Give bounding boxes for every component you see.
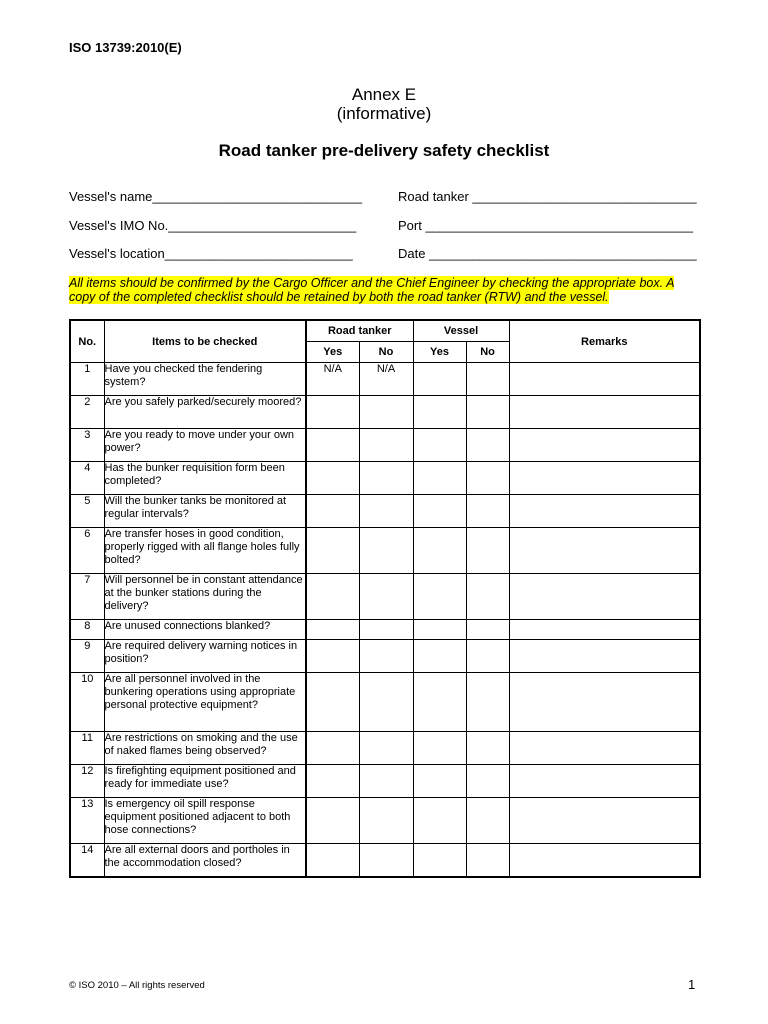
rt-yes-cell[interactable] bbox=[306, 640, 359, 673]
col-header-road-tanker: Road tanker bbox=[306, 320, 413, 342]
remarks-cell[interactable] bbox=[509, 732, 700, 765]
row-number: 5 bbox=[70, 495, 104, 528]
rt-yes-cell[interactable] bbox=[306, 396, 359, 429]
row-number: 12 bbox=[70, 765, 104, 798]
vessel-no-cell[interactable] bbox=[466, 462, 509, 495]
vessel-yes-cell[interactable] bbox=[413, 620, 466, 640]
remarks-cell[interactable] bbox=[509, 574, 700, 620]
rt-no-cell[interactable] bbox=[359, 844, 413, 877]
col-header-rt-yes: Yes bbox=[306, 342, 359, 363]
vessel-no-cell[interactable] bbox=[466, 429, 509, 462]
port-field: Port _____________________________________ bbox=[398, 218, 693, 233]
row-number: 4 bbox=[70, 462, 104, 495]
annex-subtitle: (informative) bbox=[336, 104, 432, 123]
vessel-location-field: Vessel's location__________________________ bbox=[69, 246, 353, 261]
table-row bbox=[70, 673, 700, 732]
table-row bbox=[70, 574, 700, 620]
annex-title: Annex E bbox=[351, 85, 417, 104]
checklist-table bbox=[69, 319, 701, 878]
rt-no-cell[interactable] bbox=[359, 620, 413, 640]
instructions-notice bbox=[69, 276, 701, 304]
checklist-rows bbox=[70, 363, 700, 877]
notice-text: All items should be confirmed by the Cargo Officer and the Chief Engineer by checking the appropriate box. A copy of the completed checklist should be retained by both the road tanker (RTW) and the vessel. bbox=[69, 276, 675, 304]
vessel-no-cell[interactable] bbox=[466, 574, 509, 620]
date-field: Date _____________________________________ bbox=[398, 246, 697, 261]
row-item: Are restrictions on smoking and the use of naked flames being observed? bbox=[104, 732, 306, 765]
vessel-yes-cell[interactable] bbox=[413, 528, 466, 574]
road-tanker-field: Road tanker _______________________________ bbox=[398, 189, 697, 204]
row-number: 10 bbox=[70, 673, 104, 732]
rt-yes-cell[interactable] bbox=[306, 495, 359, 528]
row-number: 6 bbox=[70, 528, 104, 574]
vessel-no-cell[interactable] bbox=[466, 620, 509, 640]
rt-no-cell[interactable]: N/A bbox=[359, 363, 413, 396]
rt-no-cell[interactable] bbox=[359, 396, 413, 429]
vessel-yes-cell[interactable] bbox=[413, 798, 466, 844]
vessel-no-cell[interactable] bbox=[466, 673, 509, 732]
row-number: 2 bbox=[70, 396, 104, 429]
table-row bbox=[70, 620, 700, 640]
vessel-name-field: Vessel's name_____________________________ bbox=[69, 189, 363, 204]
remarks-cell[interactable] bbox=[509, 798, 700, 844]
rt-no-cell[interactable] bbox=[359, 732, 413, 765]
rt-no-cell[interactable] bbox=[359, 673, 413, 732]
rt-yes-cell[interactable] bbox=[306, 429, 359, 462]
remarks-cell[interactable] bbox=[509, 528, 700, 574]
row-number: 7 bbox=[70, 574, 104, 620]
row-number: 1 bbox=[70, 363, 104, 396]
rt-yes-cell[interactable] bbox=[306, 732, 359, 765]
rt-yes-cell[interactable] bbox=[306, 528, 359, 574]
col-header-remarks: Remarks bbox=[509, 320, 700, 363]
vessel-no-cell[interactable] bbox=[466, 844, 509, 877]
page-number: 1 bbox=[688, 977, 696, 992]
remarks-cell[interactable] bbox=[509, 462, 700, 495]
row-item: Are unused connections blanked? bbox=[104, 620, 306, 640]
row-item: Is firefighting equipment positioned and ready for immediate use? bbox=[104, 765, 306, 798]
table-row bbox=[70, 798, 700, 844]
rt-yes-cell[interactable] bbox=[306, 673, 359, 732]
rt-no-cell[interactable] bbox=[359, 429, 413, 462]
rt-yes-cell[interactable] bbox=[306, 798, 359, 844]
rt-yes-cell[interactable] bbox=[306, 620, 359, 640]
table-row bbox=[70, 363, 700, 396]
document-id: ISO 13739:2010(E) bbox=[69, 40, 182, 55]
vessel-no-cell[interactable] bbox=[466, 798, 509, 844]
vessel-no-cell[interactable] bbox=[466, 732, 509, 765]
remarks-cell[interactable] bbox=[509, 620, 700, 640]
rt-no-cell[interactable] bbox=[359, 640, 413, 673]
rt-no-cell[interactable] bbox=[359, 574, 413, 620]
vessel-no-cell[interactable] bbox=[466, 495, 509, 528]
vessel-yes-cell[interactable] bbox=[413, 495, 466, 528]
row-number: 14 bbox=[70, 844, 104, 877]
col-header-vessel-yes: Yes bbox=[413, 342, 466, 363]
row-item: Are you ready to move under your own power? bbox=[104, 429, 306, 462]
rt-no-cell[interactable] bbox=[359, 528, 413, 574]
table-row bbox=[70, 732, 700, 765]
rt-yes-cell[interactable] bbox=[306, 574, 359, 620]
row-item: Have you checked the fendering system? bbox=[104, 363, 306, 396]
row-number: 9 bbox=[70, 640, 104, 673]
remarks-cell[interactable] bbox=[509, 765, 700, 798]
vessel-yes-cell[interactable] bbox=[413, 574, 466, 620]
vessel-no-cell[interactable] bbox=[466, 528, 509, 574]
remarks-cell[interactable] bbox=[509, 495, 700, 528]
col-header-vessel-no: No bbox=[466, 342, 509, 363]
row-item: Are transfer hoses in good condition, properly rigged with all flange holes fully bolted? bbox=[104, 528, 306, 574]
vessel-no-cell[interactable] bbox=[466, 640, 509, 673]
vessel-yes-cell[interactable] bbox=[413, 673, 466, 732]
table-row bbox=[70, 429, 700, 462]
vessel-no-cell[interactable] bbox=[466, 765, 509, 798]
vessel-yes-cell[interactable] bbox=[413, 732, 466, 765]
remarks-cell[interactable] bbox=[509, 844, 700, 877]
table-row bbox=[70, 462, 700, 495]
row-item: Has the bunker requisition form been completed? bbox=[104, 462, 306, 495]
table-row bbox=[70, 765, 700, 798]
table-row bbox=[70, 495, 700, 528]
remarks-cell[interactable] bbox=[509, 396, 700, 429]
table-row bbox=[70, 396, 700, 429]
rt-no-cell[interactable] bbox=[359, 765, 413, 798]
vessel-yes-cell[interactable] bbox=[413, 462, 466, 495]
rt-no-cell[interactable] bbox=[359, 462, 413, 495]
rt-yes-cell[interactable] bbox=[306, 462, 359, 495]
checklist-title: Road tanker pre-delivery safety checklist bbox=[218, 141, 550, 160]
col-header-rt-no: No bbox=[359, 342, 413, 363]
table-row bbox=[70, 640, 700, 673]
row-item: Are all personnel involved in the bunkering operations using appropriate personal protective equipment? bbox=[104, 673, 306, 732]
row-number: 8 bbox=[70, 620, 104, 640]
table-row bbox=[70, 528, 700, 574]
vessel-no-cell[interactable] bbox=[466, 363, 509, 396]
col-header-no: No. bbox=[70, 320, 104, 363]
row-number: 11 bbox=[70, 732, 104, 765]
remarks-cell[interactable] bbox=[509, 673, 700, 732]
rt-yes-cell[interactable] bbox=[306, 765, 359, 798]
row-number: 3 bbox=[70, 429, 104, 462]
vessel-yes-cell[interactable] bbox=[413, 396, 466, 429]
remarks-cell[interactable] bbox=[509, 363, 700, 396]
vessel-yes-cell[interactable] bbox=[413, 429, 466, 462]
rt-no-cell[interactable] bbox=[359, 798, 413, 844]
vessel-imo-field: Vessel's IMO No.__________________________ bbox=[69, 218, 357, 233]
remarks-cell[interactable] bbox=[509, 640, 700, 673]
row-number: 13 bbox=[70, 798, 104, 844]
vessel-yes-cell[interactable] bbox=[413, 844, 466, 877]
row-item: Will the bunker tanks be monitored at regular intervals? bbox=[104, 495, 306, 528]
table-row bbox=[70, 844, 700, 877]
row-item: Are required delivery warning notices in position? bbox=[104, 640, 306, 673]
vessel-yes-cell[interactable] bbox=[413, 363, 466, 396]
rt-no-cell[interactable] bbox=[359, 495, 413, 528]
row-item: Will personnel be in constant attendance at the bunker stations during the delivery? bbox=[104, 574, 306, 620]
rt-yes-cell[interactable]: N/A bbox=[306, 363, 359, 396]
remarks-cell[interactable] bbox=[509, 429, 700, 462]
rt-yes-cell[interactable] bbox=[306, 844, 359, 877]
col-header-items: Items to be checked bbox=[104, 320, 306, 363]
vessel-yes-cell[interactable] bbox=[413, 640, 466, 673]
vessel-no-cell[interactable] bbox=[466, 396, 509, 429]
row-item: Are all external doors and portholes in the accommodation closed? bbox=[104, 844, 306, 877]
row-item: Is emergency oil spill response equipment positioned adjacent to both hose connections? bbox=[104, 798, 306, 844]
footer-copyright: © ISO 2010 – All rights reserved bbox=[69, 980, 205, 991]
col-header-vessel: Vessel bbox=[413, 320, 509, 342]
row-item: Are you safely parked/securely moored? bbox=[104, 396, 306, 429]
vessel-yes-cell[interactable] bbox=[413, 765, 466, 798]
